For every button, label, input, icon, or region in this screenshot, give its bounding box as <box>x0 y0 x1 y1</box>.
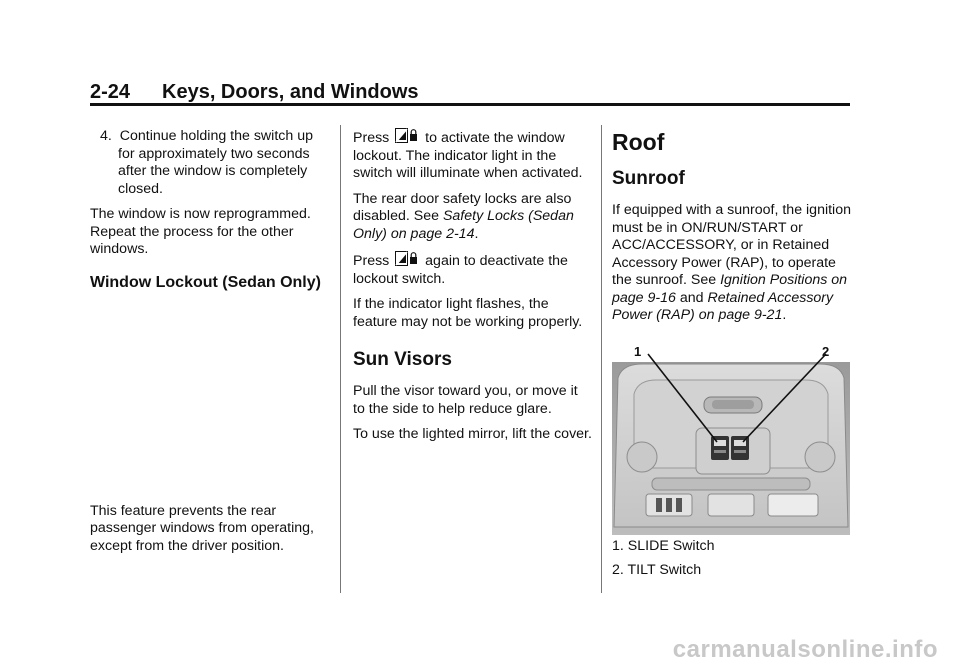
section-title: Keys, Doors, and Windows <box>162 81 419 103</box>
page-number: 2-24 <box>90 81 131 103</box>
ignition-positions-ref: Ignition Positions on page 9-16 <box>612 272 848 306</box>
watermark: carmanualsonline.info <box>672 636 938 663</box>
column-3 <box>612 128 852 333</box>
mirror-paragraph: To use the lighted mirror, lift the cover. <box>353 426 592 442</box>
caption-slide-switch: 1. SLIDE Switch <box>612 538 715 554</box>
press-deactivate-text: again to deactivate the lockout switch. <box>353 253 568 287</box>
column-divider-2 <box>601 125 602 593</box>
safety-locks-ref: Safety Locks (Sedan Only) on page 2-14 <box>353 208 574 242</box>
flash-paragraph: If the indicator light flashes, the feature may not be working properly. <box>353 296 583 330</box>
overhead-console-figure <box>612 342 850 535</box>
step-4-number: 4. <box>100 128 112 144</box>
press-label-1: Press <box>353 130 390 146</box>
header-rule <box>90 103 850 106</box>
callout-1: 1 <box>634 344 642 359</box>
sunroof-heading: Sunroof <box>612 168 685 189</box>
visor-paragraph: Pull the visor toward you, or move it to the side to help reduce glare. <box>353 383 578 417</box>
sunroof-text: If equipped with a sunroof, the ignition must be in ON/RUN/START or ACC/ACCESSORY, or in Retained Accessory Power (RAP), to operate the sunroof. See <box>612 202 851 288</box>
rear-locks-end: . <box>474 225 479 242</box>
column-1 <box>90 128 330 563</box>
window-lockout-icon <box>395 251 419 268</box>
step-4-text: Continue holding the switch up for approximately two seconds after the window is completely closed. <box>118 128 313 197</box>
sunroof-and: and <box>679 289 704 306</box>
press-activate-paragraph <box>353 128 593 183</box>
window-lockout-heading: Window Lockout (Sedan Only) <box>90 273 321 291</box>
window-lockout-icon <box>395 128 419 145</box>
sunroof-paragraph <box>612 202 852 325</box>
reprogrammed-paragraph: The window is now reprogrammed. Repeat the process for the other windows. <box>90 206 311 257</box>
roof-heading: Roof <box>612 129 665 155</box>
rear-locks-paragraph <box>353 191 593 244</box>
column-divider-1 <box>340 125 341 593</box>
figure-caption-list <box>612 538 715 585</box>
press-deactivate-paragraph <box>353 251 593 288</box>
feature-paragraph: This feature prevents the rear passenger windows from operating, except from the driver position. <box>90 502 314 554</box>
callout-2: 2 <box>822 344 830 359</box>
rear-locks-text: The rear door safety locks are also disabled. See <box>353 190 572 224</box>
slide-switch <box>711 436 729 460</box>
column-2 <box>353 128 593 452</box>
press-activate-text: to activate the window lockout. The indicator light in the switch will illuminate when activated. <box>353 130 583 181</box>
caption-tilt-switch: 2. TILT Switch <box>612 561 702 578</box>
sunroof-end: . <box>782 307 787 323</box>
rap-ref: Retained Accessory Power (RAP) on page 9-21 <box>612 289 834 323</box>
press-label-2: Press <box>353 253 390 269</box>
step-4 <box>90 128 330 198</box>
sun-visors-heading: Sun Visors <box>353 349 452 370</box>
page-header <box>90 80 850 104</box>
